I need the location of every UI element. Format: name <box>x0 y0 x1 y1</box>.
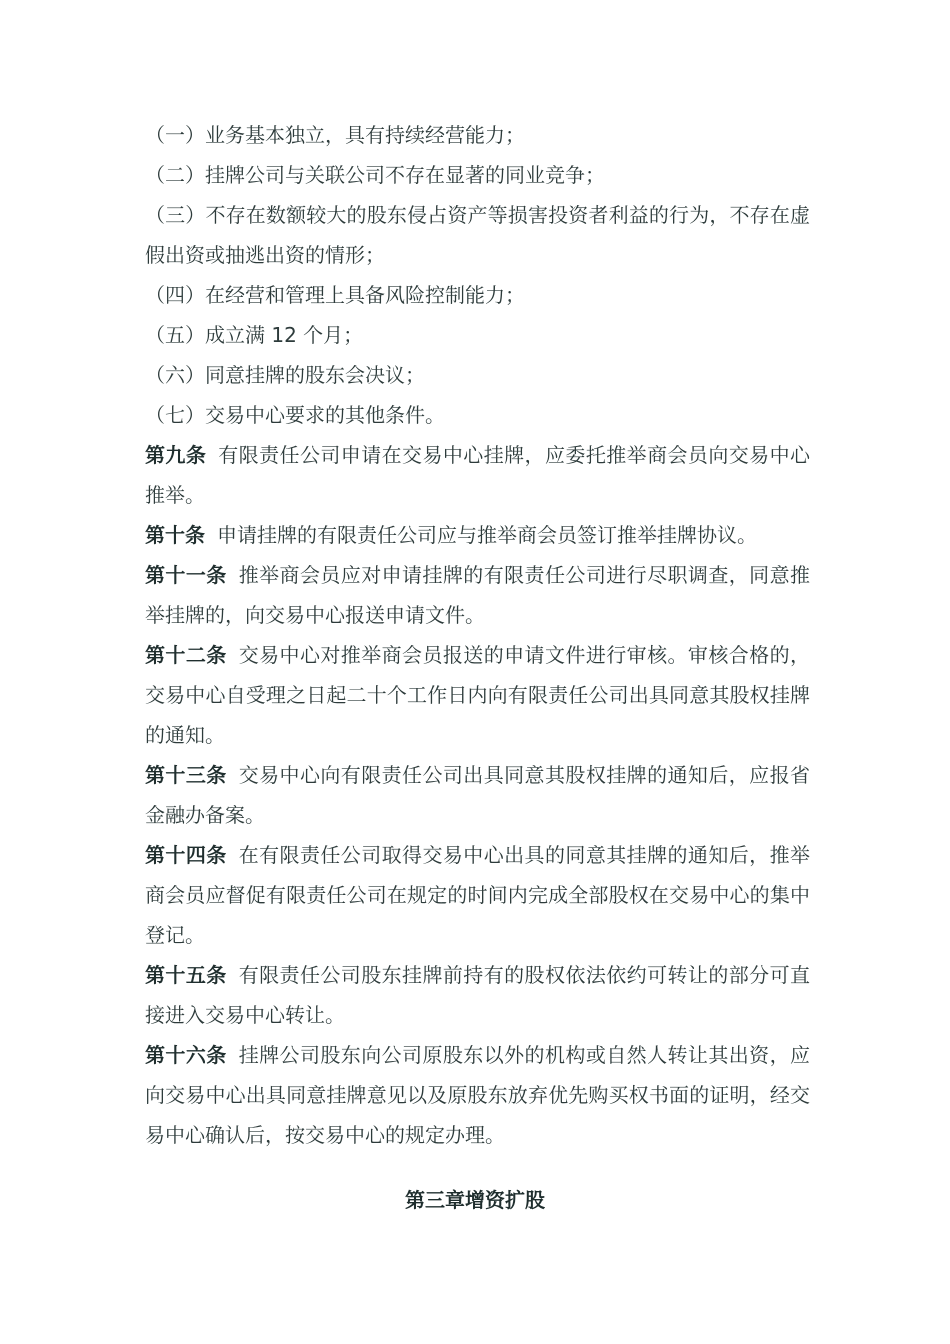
article-number: 第十四条 <box>145 843 227 867</box>
article-13 <box>145 755 810 835</box>
article-10 <box>145 515 810 555</box>
article-text: 有限责任公司股东挂牌前持有的股权依法依约可转让的部分可直接进入交易中心转让。 <box>145 963 811 1027</box>
article-number: 第十三条 <box>145 763 227 787</box>
condition-item-4: （四）在经营和管理上具备风险控制能力； <box>145 283 525 307</box>
article-text: 交易中心对推举商会员报送的申请文件进行审核。审核合格的，交易中心自受理之日起二十个工作日内向有限责任公司出具同意其股权挂牌的通知。 <box>145 643 811 747</box>
article-16 <box>145 1035 810 1155</box>
chapter-heading: 第三章增资扩股 <box>405 1188 545 1212</box>
condition-item-5: （五）成立满 12 个月； <box>145 323 364 347</box>
article-text: 挂牌公司股东向公司原股东以外的机构或自然人转让其出资，应向交易中心出具同意挂牌意见以及原股东放弃优先购买权书面的证明，经交易中心确认后，按交易中心的规定办理。 <box>145 1043 811 1147</box>
article-text: 申请挂牌的有限责任公司应与推举商会员签订推举挂牌协议。 <box>217 523 757 547</box>
condition-item-3: （三）不存在数额较大的股东侵占资产等损害投资者利益的行为，不存在虚假出资或抽逃出资的情形； <box>145 203 810 267</box>
condition-item-7: （七）交易中心要求的其他条件。 <box>145 403 445 427</box>
article-number: 第十一条 <box>145 563 227 587</box>
article-9 <box>145 435 810 515</box>
article-12 <box>145 635 810 755</box>
article-15 <box>145 955 810 1035</box>
article-number: 第十五条 <box>145 963 227 987</box>
condition-item-1: （一）业务基本独立，具有持续经营能力； <box>145 123 525 147</box>
document-body <box>145 115 810 1155</box>
condition-item-2: （二）挂牌公司与关联公司不存在显著的同业竞争； <box>145 163 605 187</box>
article-number: 第十六条 <box>145 1043 227 1067</box>
article-text: 交易中心向有限责任公司出具同意其股权挂牌的通知后，应报省金融办备案。 <box>145 763 811 827</box>
condition-item-6: （六）同意挂牌的股东会决议； <box>145 363 425 387</box>
article-14 <box>145 835 810 955</box>
article-11 <box>145 555 810 635</box>
article-number: 第十条 <box>145 523 205 547</box>
article-number: 第十二条 <box>145 643 227 667</box>
article-text: 在有限责任公司取得交易中心出具的同意其挂牌的通知后，推举商会员应督促有限责任公司在规定的时间内完成全部股权在交易中心的集中登记。 <box>145 843 811 947</box>
article-text: 有限责任公司申请在交易中心挂牌，应委托推举商会员向交易中心推举。 <box>145 443 811 507</box>
article-number: 第九条 <box>145 443 207 467</box>
article-text: 推举商会员应对申请挂牌的有限责任公司进行尽职调查，同意推举挂牌的，向交易中心报送申请文件。 <box>145 563 811 627</box>
